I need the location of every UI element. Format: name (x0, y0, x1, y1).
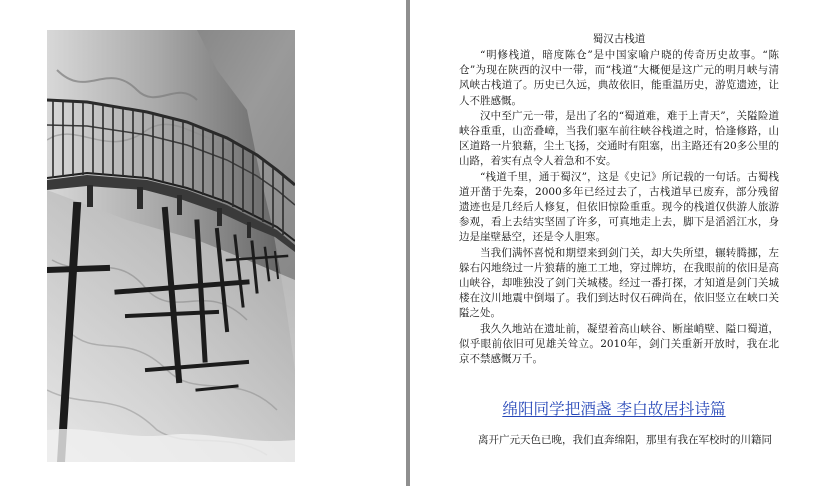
article-paragraph: 汉中至广元一带，是出了名的“蜀道难，难于上青天”，关隘险道峡谷重重，山峦叠嶂，当我们驱车前往峡谷栈道之时，恰逢修路，山区道路一片狼藉，尘土飞扬，交通时有阻塞，出主路还有20多公里的山路，着实有点令人着急和不安。 (459, 109, 779, 168)
next-section-heading-link[interactable]: 绵阳同学把酒盏 李白故居抖诗篇 (502, 400, 726, 418)
left-page (0, 0, 406, 486)
article-paragraph: 当我们满怀喜悦和期望来到剑门关，却大失所望，辗转腾挪，左躲右闪地绕过一片狼藉的施工工地，穿过牌坊，在我眼前的依旧是高山峡谷，却唯独没了剑门关城楼。经过一番打探，才知道是剑门关城楼在汶川地震中倒塌了。我们到达时仅石碑尚在，依旧竖立在峡口关隘之处。 (459, 246, 779, 320)
article-title: 蜀汉古栈道 (592, 33, 646, 45)
plank-road-photo (47, 30, 295, 462)
article (459, 32, 779, 367)
plank-road-photo-graphic (47, 30, 295, 462)
article-paragraph: 我久久地站在遗址前，凝望着高山峡谷、断崖峭壁、隘口蜀道，似乎眼前依旧可见雄关耸立。2010年，剑门关重新开放时，我在北京不禁感慨万千。 (459, 322, 779, 366)
article-paragraph: “明修栈道，暗度陈仓”是中国家喻户晓的传奇历史故事。“陈仓”为现在陕西的汉中一带，而“栈道”大概便是这广元的明月峡与清风峡古栈道了。历史已久远，典故依旧，能重温历史，游览遗迹，让人不胜感慨。 (459, 49, 779, 107)
article-paragraph: “栈道千里，通于蜀汉”，这是《史记》所记载的一句话。古蜀栈道开凿于先秦，2000多年已经过去了，古栈道早已废弃，部分残留遗迹也是几经后人修复，但依旧惊险重重。现今的栈道仅供游人旅游参观，看上去结实坚固了许多，可真地走上去，脚下是滔滔江水，身边是崖壁悬空，还是令人胆寒。 (459, 170, 779, 244)
next-section-first-line: 离开广元天色已晚，我们直奔绵阳，那里有我在军校时的川籍同 (478, 434, 772, 446)
